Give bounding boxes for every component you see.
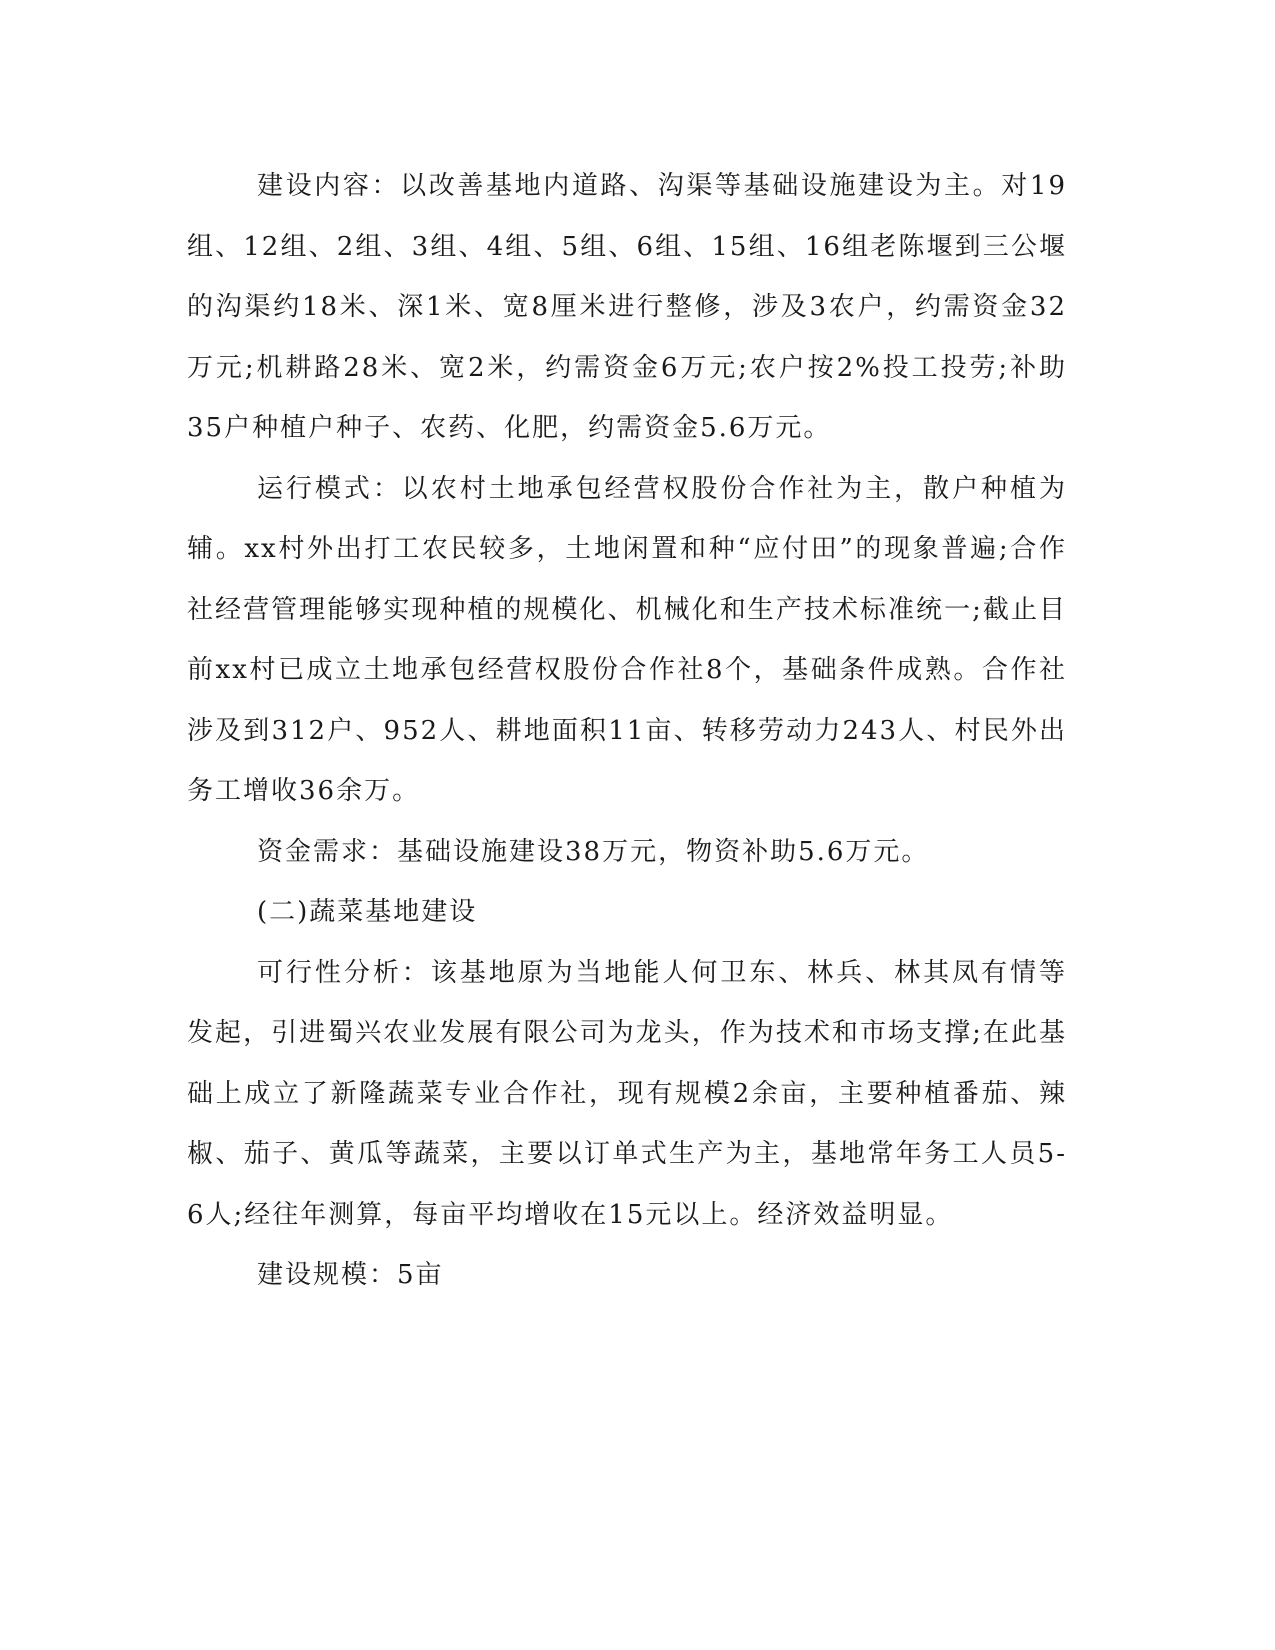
paragraph-construction-scale: 建设规模：5亩 [257, 1260, 444, 1290]
paragraph-feasibility-analysis: 可行性分析：该基地原为当地能人何卫东、林兵、林其凤有情等发起，引进蜀兴农业发展有限公司为龙头，作为技术和市场支撑;在此基础上成立了新隆蔬菜专业合作社，现有规模2余亩，主要种植番茄、辣椒、茄子、黄瓜等蔬菜，主要以订单式生产为主，基地常年务工人员5-6人;经往年测算，每亩平均增收在15元以上。经济效益明显。 [187, 957, 1067, 1230]
paragraph-funding-needs: 资金需求：基础设施建设38万元，物资补助5.6万元。 [257, 836, 930, 867]
paragraph-operation-mode: 运行模式：以农村土地承包经营权股份合作社为主，散户种植为辅。xx村外出打工农民较多，土地闲置和种“应付田”的现象普遍;合作社经营管理能够实现种植的规模化、机械化和生产技术标准统一;截止目前xx村已成立土地承包经营权股份合作社8个，基础条件成熟。合作社涉及到312户、952人、耕地面积11亩、转移劳动力243人、村民外出务工增收36余万。 [187, 473, 1067, 806]
paragraph-construction-content: 建设内容：以改善基地内道路、沟渠等基础设施建设为主。对19组、12组、2组、3组、4组、5组、6组、15组、16组老陈堰到三公堰的沟渠约18米、深1米、宽8厘米进行整修，涉及3农户，约需资金32万元;机耕路28米、宽2米，约需资金6万元;农户按2%投工投劳;补助35户种植户种子、农药、化肥，约需资金5.6万元。 [187, 171, 1067, 443]
section-heading-vegetable-base: (二)蔬菜基地建设 [257, 897, 478, 927]
document-page [187, 156, 1067, 1306]
